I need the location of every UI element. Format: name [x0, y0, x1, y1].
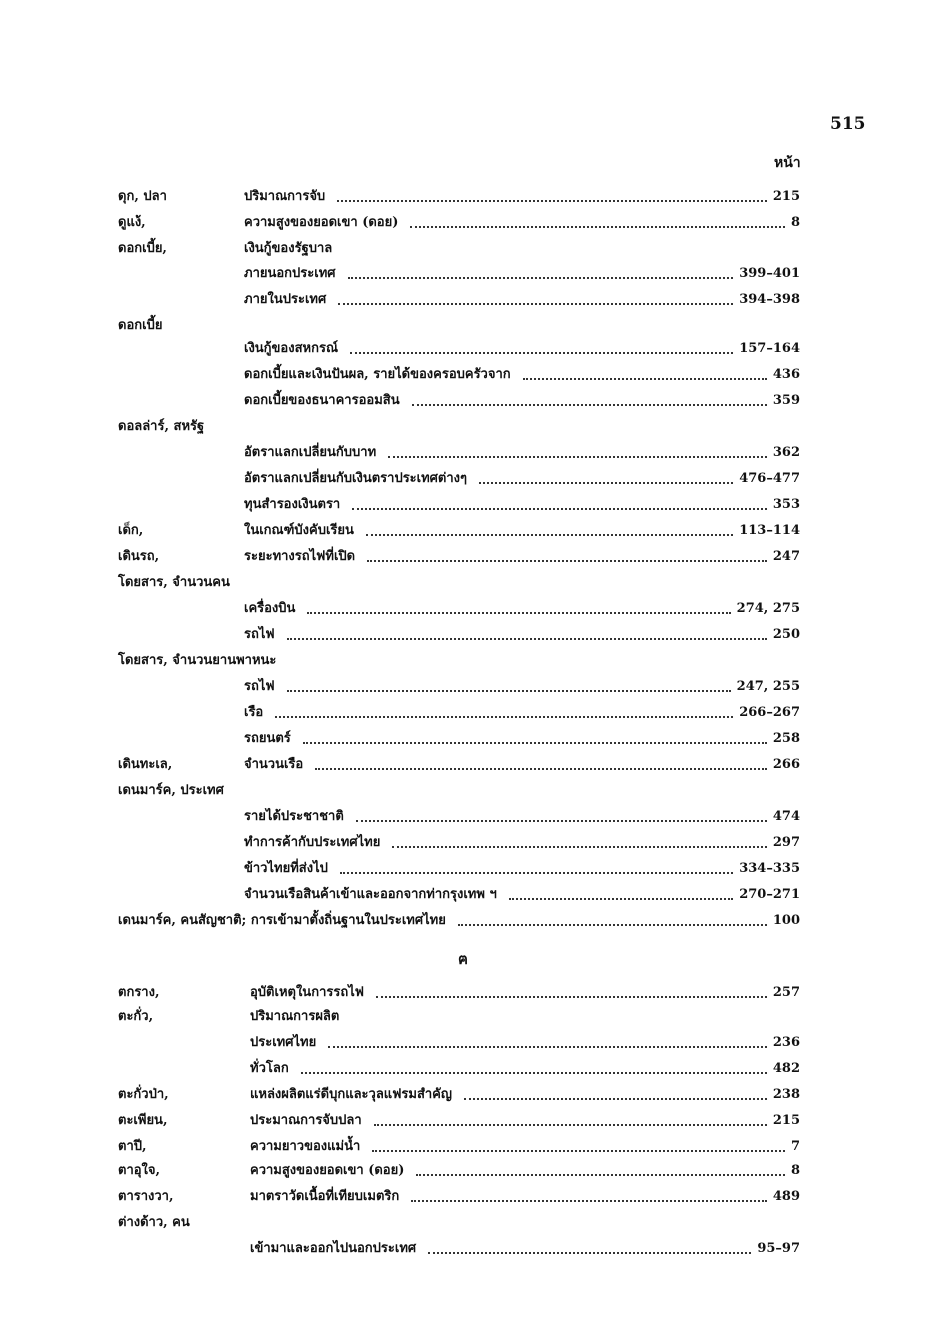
index-entry: [0, 572, 941, 594]
index-entry: [0, 858, 941, 880]
page-number: 515: [830, 114, 866, 134]
index-entry: [0, 832, 941, 854]
index-entry: [0, 238, 941, 260]
dot-leader: [328, 1046, 767, 1048]
dot-leader: [366, 534, 733, 536]
entry-subheading: ทุนสำรองเงินตรา: [244, 497, 341, 512]
entry-page-ref: 353: [772, 497, 800, 512]
index-entry: [0, 1058, 941, 1080]
dot-leader: [275, 716, 733, 718]
dot-leader: [356, 820, 767, 822]
index-entry: [0, 624, 941, 646]
dot-leader: [523, 378, 767, 380]
entry-page-ref: 8: [790, 1163, 800, 1178]
index-entry: [0, 650, 941, 672]
entry-heading: เดนมาร์ค, ประเทศ: [118, 783, 224, 798]
index-entry: [0, 364, 941, 386]
entry-page-ref: 489: [772, 1189, 800, 1204]
dot-leader: [372, 1150, 785, 1152]
entry-page-ref: 257: [772, 985, 800, 1000]
entry-subheading: เงินกู้ของรัฐบาล: [244, 241, 333, 256]
dot-leader: [348, 277, 734, 279]
entry-subheading: อัตราแลกเปลี่ยนกับบาท: [244, 445, 377, 460]
dot-leader: [367, 560, 767, 562]
entry-page-ref: 95–97: [757, 1241, 800, 1256]
entry-subheading: ข้าวไทยที่ส่งไป: [244, 861, 328, 876]
entry-subheading: ทั่วโลก: [250, 1061, 289, 1076]
entry-subheading: อุบัติเหตุในการรถไฟ: [250, 985, 364, 1000]
entry-heading: ตารางวา,: [118, 1189, 174, 1204]
entry-subheading: ภายนอกประเทศ: [244, 266, 336, 281]
entry-subheading: ความสูงของยอดเขา (ดอย): [244, 215, 399, 230]
dot-leader: [479, 482, 733, 484]
dot-leader: [315, 768, 767, 770]
entry-page-ref: 270–271: [739, 887, 800, 902]
dot-leader: [303, 742, 767, 744]
entry-heading: เดินทะเล,: [118, 757, 173, 772]
index-entry: [0, 1084, 941, 1106]
entry-page-ref: 157–164: [739, 341, 800, 356]
entry-subheading: แหล่งผลิตแร่ดีบุกและวุลแฟรมสำคัญ: [250, 1087, 452, 1102]
page-column-header: หน้า: [774, 155, 801, 171]
dot-leader: [374, 1124, 767, 1126]
entry-page-ref: 100: [772, 913, 800, 928]
entry-subheading: ปริมาณการผลิต: [250, 1009, 340, 1024]
entry-page-ref: 266–267: [739, 705, 800, 720]
index-entry: [0, 390, 941, 412]
entry-subheading: รถไฟ: [244, 679, 275, 694]
index-entry: [0, 315, 941, 337]
entry-heading: ตะเพียน,: [118, 1113, 168, 1128]
index-entry: [0, 442, 941, 464]
entry-subheading: ความสูงของยอดเขา (ดอย): [250, 1163, 405, 1178]
index-entry: [0, 1032, 941, 1054]
entry-heading: ดอกเบี้ย: [118, 318, 163, 333]
index-entry: [0, 1136, 941, 1158]
dot-leader: [337, 200, 767, 202]
entry-subheading: เรือ: [244, 705, 264, 720]
entry-subheading: เครื่องบิน: [244, 601, 296, 616]
index-entry: [0, 520, 941, 542]
dot-leader: [416, 1174, 785, 1176]
entry-heading: ตาปี,: [118, 1139, 147, 1154]
entry-heading: โดยสาร, จำนวนยานพาหนะ: [118, 653, 277, 668]
index-entry: [0, 338, 941, 360]
entry-page-ref: 476–477: [739, 471, 800, 486]
entry-subheading: อัตราแลกเปลี่ยนกับเงินตราประเทศต่างๆ: [244, 471, 467, 486]
index-entry: [0, 546, 941, 568]
entry-subheading: รายได้ประชาชาติ: [244, 809, 344, 824]
index-entry: [0, 289, 941, 311]
entry-heading: เดนมาร์ค, คนสัญชาติ; การเข้ามาตั้งถิ่นฐานในประเทศไทย: [118, 913, 446, 928]
entry-page-ref: 238: [772, 1087, 800, 1102]
dot-leader: [340, 872, 733, 874]
dot-leader: [410, 226, 785, 228]
entry-page-ref: 274, 275: [736, 601, 800, 616]
section-letter: ฅ: [458, 950, 469, 968]
dot-leader: [428, 1252, 751, 1254]
entry-subheading: รถยนตร์: [244, 731, 291, 746]
index-entry: [0, 1186, 941, 1208]
entry-heading: โดยสาร, จำนวนคน: [118, 575, 230, 590]
entry-subheading: จำนวนเรือสินค้าเข้าและออกจากท่ากรุงเทพ ฯ: [244, 887, 497, 902]
dot-leader: [307, 612, 730, 614]
dot-leader: [350, 352, 733, 354]
index-entry: [0, 754, 941, 776]
entry-subheading: เข้ามาและออกไปนอกประเทศ: [250, 1241, 417, 1256]
dot-leader: [301, 1072, 767, 1074]
index-entry: [0, 910, 941, 932]
dot-leader: [412, 404, 767, 406]
entry-page-ref: 7: [790, 1139, 800, 1154]
index-entry: [0, 263, 941, 285]
dot-leader: [287, 638, 767, 640]
entry-page-ref: 359: [772, 393, 800, 408]
entry-heading: เดินรถ,: [118, 549, 160, 564]
entry-page-ref: 250: [772, 627, 800, 642]
entry-page-ref: 334–335: [739, 861, 800, 876]
entry-heading: ดูแง้,: [118, 215, 146, 230]
index-entry: [0, 806, 941, 828]
index-entry: [0, 1110, 941, 1132]
entry-heading: ตกราง,: [118, 985, 160, 1000]
entry-subheading: มาตราวัดเนื้อที่เทียบเมตริก: [250, 1189, 400, 1204]
entry-subheading: ระยะทางรถไฟที่เปิด: [244, 549, 356, 564]
dot-leader: [458, 924, 767, 926]
entry-page-ref: 236: [772, 1035, 800, 1050]
dot-leader: [338, 303, 733, 305]
entry-page-ref: 474: [772, 809, 800, 824]
entry-page-ref: 297: [772, 835, 800, 850]
index-entry: [0, 780, 941, 802]
entry-page-ref: 436: [772, 367, 800, 382]
entry-subheading: ทำการค้ากับประเทศไทย: [244, 835, 381, 850]
entry-page-ref: 258: [772, 731, 800, 746]
entry-subheading: ประเทศไทย: [250, 1035, 317, 1050]
entry-subheading: ประมาณการจับปลา: [250, 1113, 362, 1128]
dot-leader: [376, 996, 767, 998]
entry-subheading: ภายในประเทศ: [244, 292, 327, 307]
index-entry: [0, 982, 941, 1004]
index-entry: [0, 1212, 941, 1234]
entry-subheading: ความยาวของแม่น้ำ: [250, 1139, 361, 1154]
entry-heading: ตะกั่วป่า,: [118, 1087, 169, 1102]
dot-leader: [287, 690, 731, 692]
dot-leader: [464, 1098, 767, 1100]
dot-leader: [509, 898, 733, 900]
index-entry: [0, 676, 941, 698]
entry-subheading: ดอกเบี้ยของธนาคารออมสิน: [244, 393, 400, 408]
entry-page-ref: 482: [772, 1061, 800, 1076]
entry-page-ref: 247: [772, 549, 800, 564]
entry-heading: ดอกเบี้ย,: [118, 241, 167, 256]
index-entry: [0, 884, 941, 906]
index-entry: [0, 468, 941, 490]
entry-page-ref: 266: [772, 757, 800, 772]
index-entry: [0, 494, 941, 516]
entry-page-ref: 362: [772, 445, 800, 460]
index-entry: [0, 212, 941, 234]
entry-page-ref: 394–398: [739, 292, 800, 307]
entry-subheading: จำนวนเรือ: [244, 757, 304, 772]
entry-subheading: ในเกณฑ์บังคับเรียน: [244, 523, 354, 538]
entry-subheading: เงินกู้ของสหกรณ์: [244, 341, 339, 356]
entry-page-ref: 215: [772, 189, 800, 204]
entry-heading: ตะกั่ว,: [118, 1009, 154, 1024]
entry-subheading: รถไฟ: [244, 627, 275, 642]
entry-subheading: ดอกเบี้ยและเงินปันผล, รายได้ของครอบครัวจาก: [244, 367, 511, 382]
dot-leader: [352, 508, 767, 510]
index-entry: [0, 416, 941, 438]
index-entry: [0, 186, 941, 208]
index-entry: [0, 1006, 941, 1028]
entry-page-ref: 8: [790, 215, 800, 230]
entry-page-ref: 215: [772, 1113, 800, 1128]
entry-heading: ดุก, ปลา: [118, 189, 167, 204]
index-entry: [0, 728, 941, 750]
index-entry: [0, 598, 941, 620]
dot-leader: [411, 1200, 767, 1202]
entry-heading: เด็ก,: [118, 523, 144, 538]
entry-page-ref: 113–114: [739, 523, 800, 538]
index-entry: [0, 1160, 941, 1182]
entry-page-ref: 399–401: [739, 266, 800, 281]
dot-leader: [388, 456, 767, 458]
entry-heading: ดอลล่าร์, สหรัฐ: [118, 419, 205, 434]
entry-heading: ตาอุใจ,: [118, 1163, 161, 1178]
entry-heading: ต่างด้าว, คน: [118, 1215, 190, 1230]
dot-leader: [392, 846, 767, 848]
index-entry: [0, 1238, 941, 1260]
index-entry: [0, 702, 941, 724]
entry-subheading: ปริมาณการจับ: [244, 189, 326, 204]
entry-page-ref: 247, 255: [736, 679, 800, 694]
